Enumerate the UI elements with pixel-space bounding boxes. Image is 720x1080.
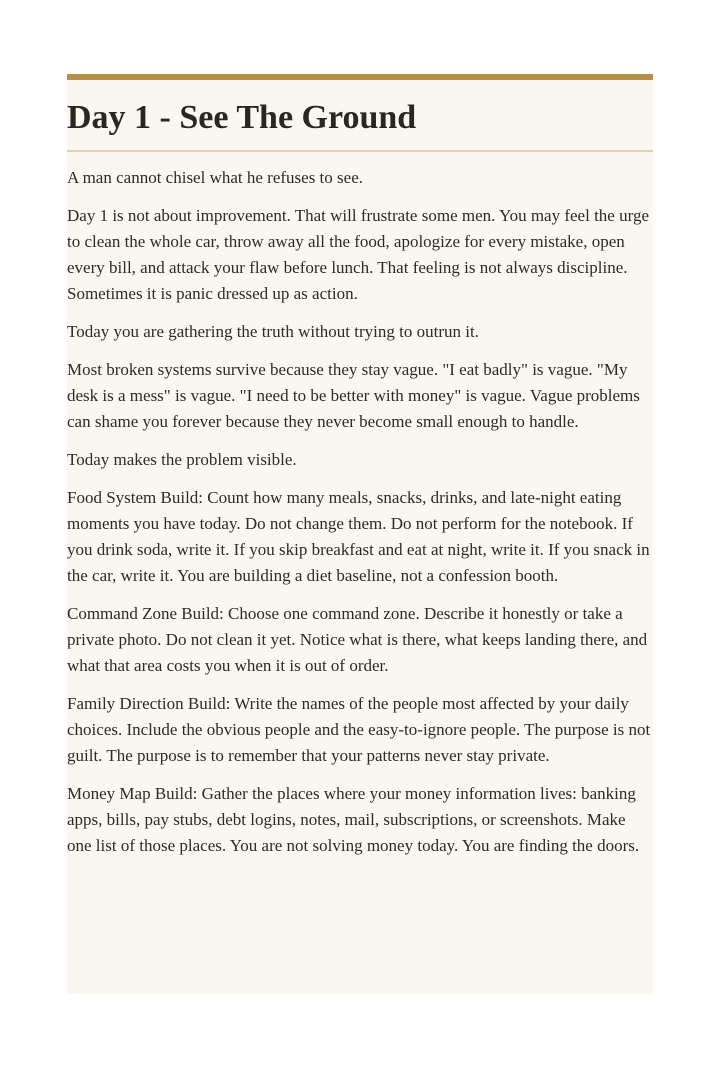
paragraph: Today you are gathering the truth without trying to outrun it.	[67, 322, 479, 342]
document-page	[67, 74, 653, 994]
paragraph-food-system: Food System Build: Count how many meals, snacks, drinks, and late-night eating moments you have today. Do not change them. Do not perform for the notebook. If you drink soda, write it. If you skip breakfast and eat at night, write it. If you snack in the car, write it. You are building a diet baseline, not a confession booth.	[67, 487, 650, 586]
paragraph: Today makes the problem visible.	[67, 449, 297, 469]
paragraph-money-map: Money Map Build: Gather the places where your money information lives: banking apps, bills, pay stubs, debt logins, notes, mail, subscriptions, or screenshots. Make one list of those places. You are not solving money today. You are finding the doors.	[67, 784, 640, 856]
paragraph: Day 1 is not about improvement. That will frustrate some men. You may feel the urge to clean the whole car, throw away all the food, apologize for every mistake, open every bill, and attack your flaw before lunch. That feeling is not always discipline. Sometimes it is panic dressed up as action.	[67, 205, 649, 304]
paragraph-family-direction: Family Direction Build: Write the names of the people most affected by your daily choices. Include the obvious people and the easy-to-ignore people. The purpose is not guilt. The purpose is to remember that your patterns never stay private.	[67, 693, 651, 766]
page-title: Day 1 - See The Ground	[67, 80, 653, 152]
paragraph: Most broken systems survive because they stay vague. "I eat badly" is vague. "My desk is a mess" is vague. "I need to be better with money" is vague. Vague problems can shame you forever because they never become small enough to handle.	[67, 359, 640, 432]
paragraph: A man cannot chisel what he refuses to see.	[67, 168, 363, 187]
document-body	[67, 152, 653, 860]
paragraph-command-zone: Command Zone Build: Choose one command zone. Describe it honestly or take a private photo. Do not clean it yet. Notice what is there, what keeps landing there, and what that area costs you when it is out of order.	[67, 603, 648, 676]
